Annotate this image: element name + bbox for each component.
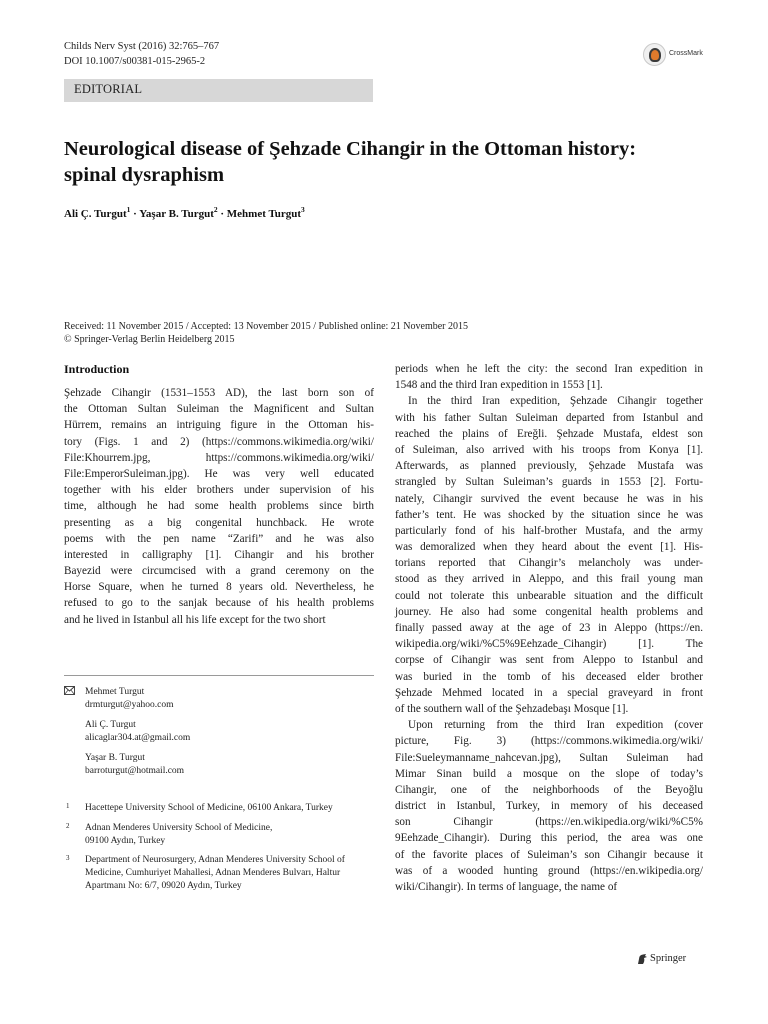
text-line: the Ottoman Sultan Suleiman the Magnificent and Sultan bbox=[64, 403, 374, 416]
text-line: Hürrem, remains an intriguing figure in the Ottoman his- bbox=[64, 419, 374, 432]
text-line: In the third Iran expedition, Şehzade Cihangir together bbox=[408, 395, 703, 408]
text-line: Cihangir, one of the neighborhoods of the Beyoğlu bbox=[395, 783, 703, 796]
contact-name: Ali Ç. Turgut bbox=[85, 720, 136, 730]
contact-email[interactable]: barroturgut@hotmail.com bbox=[85, 766, 185, 776]
contact-email[interactable]: alicaglar304.at@gmail.com bbox=[85, 733, 191, 743]
journal-citation: Childs Nerv Syst (2016) 32:765–767 bbox=[64, 41, 220, 52]
title-line-1: Neurological disease of Şehzade Cihangir in the Ottoman history: bbox=[64, 138, 637, 160]
text-line: together with his elder brothers under supervision of his bbox=[64, 484, 374, 497]
publication-dates: Received: 11 November 2015 / Accepted: 13 November 2015 / Published online: 21 November 2015 bbox=[64, 321, 468, 332]
text-line: stood as they arrived in Aleppo, and this frail young man bbox=[395, 573, 703, 586]
contact-name: Mehmet Turgut bbox=[85, 687, 145, 697]
text-line: was demoralized when they heard about the event [1]. His- bbox=[395, 541, 703, 554]
affiliation-line: Department of Neurosurgery, Adnan Menderes University School of bbox=[85, 855, 345, 865]
author-name[interactable]: Yaşar B. Turgut bbox=[139, 208, 214, 220]
affiliation-line: Apartmanı No: 6/7, 09020 Aydın, Turkey bbox=[85, 881, 242, 891]
left-column-body bbox=[64, 385, 374, 628]
text-line: and he lived in Istanbul all his life except for the two short bbox=[64, 613, 326, 626]
section-heading-introduction: Introduction bbox=[64, 362, 130, 376]
text-line: was of a wooded hunting ground (https://en.wikipedia.org/ bbox=[395, 864, 703, 877]
text-line: File:Sueleymanname_nahcevan.jpg), Sultan Suleiman had bbox=[395, 751, 703, 764]
author-name[interactable]: Ali Ç. Turgut bbox=[64, 208, 127, 220]
article-title bbox=[64, 136, 714, 188]
affiliation-number: 1 bbox=[66, 802, 70, 810]
text-line: refused to go to the sanjak because of his health problems bbox=[64, 597, 374, 610]
text-line: Bayezid were circumcised with a grand ceremony on the bbox=[64, 565, 374, 578]
footnote-divider bbox=[64, 675, 374, 676]
text-line: nately, Cihangir survived the event because he was in his bbox=[395, 492, 703, 505]
text-line: periods when he left the city: the second Iran expedition in bbox=[395, 363, 703, 375]
affiliation-number: 2 bbox=[66, 822, 70, 830]
text-line: 1548 and the third Iran expedition in 1553 [1]. bbox=[395, 379, 603, 392]
text-line: particularly fond of his half-brother Mustafa, and the army bbox=[395, 524, 703, 537]
author-name[interactable]: Mehmet Turgut bbox=[226, 208, 302, 220]
envelope-icon bbox=[64, 686, 75, 695]
text-line: time, although he had some health problems since birth bbox=[64, 500, 374, 513]
text-line: poems with the pen name “Zarifi” and he was also bbox=[64, 532, 374, 545]
text-line: son Cihangir (https://en.wikipedia.org/wiki/%C5% bbox=[395, 816, 703, 829]
text-line: tory (Figs. 1 and 2) (https://commons.wikimedia.org/wiki/ bbox=[64, 435, 374, 448]
text-line: torians reported that Cihangir’s melancholy was under- bbox=[395, 557, 703, 570]
contact-name: Yaşar B. Turgut bbox=[85, 753, 145, 763]
text-line: of the southern wall of the Şehzadebaşı Mosque [1]. bbox=[395, 702, 629, 715]
text-line: finally passed away at the age of 23 in Aleppo (https://en. bbox=[395, 622, 703, 634]
text-line: journey. He also had some congenital health problems and bbox=[395, 605, 703, 618]
section-banner bbox=[64, 79, 373, 102]
article-history bbox=[64, 320, 468, 346]
text-line: Upon returning from the third Iran expedition (cover bbox=[408, 719, 703, 732]
section-label: EDITORIAL bbox=[74, 82, 143, 96]
text-line: could not tolerate this unbearable situation and the difficult bbox=[395, 589, 703, 602]
text-line: of the favorite places of Suleiman’s son Cihangir because it bbox=[395, 848, 703, 861]
crossmark-badge[interactable] bbox=[643, 43, 713, 67]
affiliation bbox=[85, 822, 272, 848]
text-line: File:Khourrem.jpg, https://commons.wikimedia.org/wiki/ bbox=[64, 451, 374, 464]
right-column-body bbox=[395, 361, 703, 895]
text-line: wiki/Cihangir). In terms of language, the name of bbox=[395, 881, 618, 893]
title-line-2: spinal dysraphism bbox=[64, 164, 225, 186]
text-line: Horse Square, when he turned 8 years old. Nevertheless, he bbox=[64, 581, 374, 594]
springer-horse-icon bbox=[636, 953, 648, 965]
text-line: File:EmperorSuleiman.jpg). He was very well educated bbox=[64, 467, 374, 480]
text-line: interested in calligraphy [1]. Cihangir and his brother bbox=[64, 548, 374, 561]
doi[interactable]: DOI 10.1007/s00381-015-2965-2 bbox=[64, 56, 206, 67]
affiliation-number: 3 bbox=[66, 854, 70, 862]
contact-block bbox=[85, 686, 190, 778]
text-line: 9Eehzade_Cihangir). During this period, the area was one bbox=[395, 832, 703, 845]
publisher-name: Springer bbox=[650, 953, 687, 964]
affiliation-line: Medicine, Cumhuriyet Mahallesi, Adnan Menderes Bulvarı, Haltur bbox=[85, 868, 341, 878]
contact-email[interactable]: drmturgut@yahoo.com bbox=[85, 700, 174, 710]
text-line: district in Istanbul, Turkey, in memory of his deceased bbox=[395, 800, 703, 813]
text-line: with his father Sultan Suleiman departed from Istanbul and bbox=[395, 411, 703, 424]
affiliation-line: 09100 Aydın, Turkey bbox=[85, 836, 166, 846]
author-list: Ali Ç. Turgut$^1$ · Yaşar B. Turgut$^2$ · Mehmet Turgut$^3$ bbox=[64, 205, 305, 220]
affiliation-line: Adnan Menderes University School of Medicine, bbox=[85, 823, 273, 833]
affiliation-line: Hacettepe University School of Medicine, 06100 Ankara, Turkey bbox=[85, 803, 333, 813]
text-line: picture, Fig. 3) (https://commons.wikimedia.org/wiki/ bbox=[395, 735, 703, 748]
text-line: was buried in the tomb of his deceased elder brother bbox=[395, 670, 703, 683]
crossmark-icon bbox=[643, 43, 666, 66]
text-line: presenting as a big congenital hunchback. He wrote bbox=[64, 516, 374, 529]
text-line: Afterwards, as planned previously, Şehzade Mustafa was bbox=[395, 460, 703, 473]
text-line: Mimar Sinan build a mosque on the slope of today’s bbox=[395, 767, 703, 780]
author-affiliation-ref: 2 bbox=[213, 205, 218, 214]
text-line: Şehzade Mehmed located in a special graveyard in front bbox=[395, 686, 703, 699]
text-line: reached the plains of Ereğli. Şehzade Mustafa, eldest son bbox=[395, 427, 703, 440]
author-affiliation-ref: 3 bbox=[301, 205, 305, 214]
text-line: of Suleiman, also arrived with his troops from Konya [1]. bbox=[395, 443, 703, 456]
text-line: Şehzade Cihangir (1531–1553 AD), the last born son of bbox=[64, 387, 374, 399]
text-line: strangled by Sultan Suleiman’s guards in 1553 [2]. Fortu- bbox=[395, 476, 703, 489]
crossmark-label: CrossMark bbox=[669, 50, 703, 57]
affiliation bbox=[85, 854, 345, 893]
copyright-notice: © Springer-Verlag Berlin Heidelberg 2015 bbox=[64, 334, 235, 345]
text-line: father’s tent. He was shocked by the situation since he was bbox=[395, 508, 703, 521]
text-line: corpse of Cihangir was sent from Aleppo to Istanbul and bbox=[395, 654, 703, 667]
affiliation bbox=[85, 802, 333, 815]
author-affiliation-ref: 1 bbox=[126, 205, 131, 214]
text-line: wikipedia.org/wiki/%C5%9Eehzade_Cihangir) [1]. The bbox=[395, 638, 703, 651]
